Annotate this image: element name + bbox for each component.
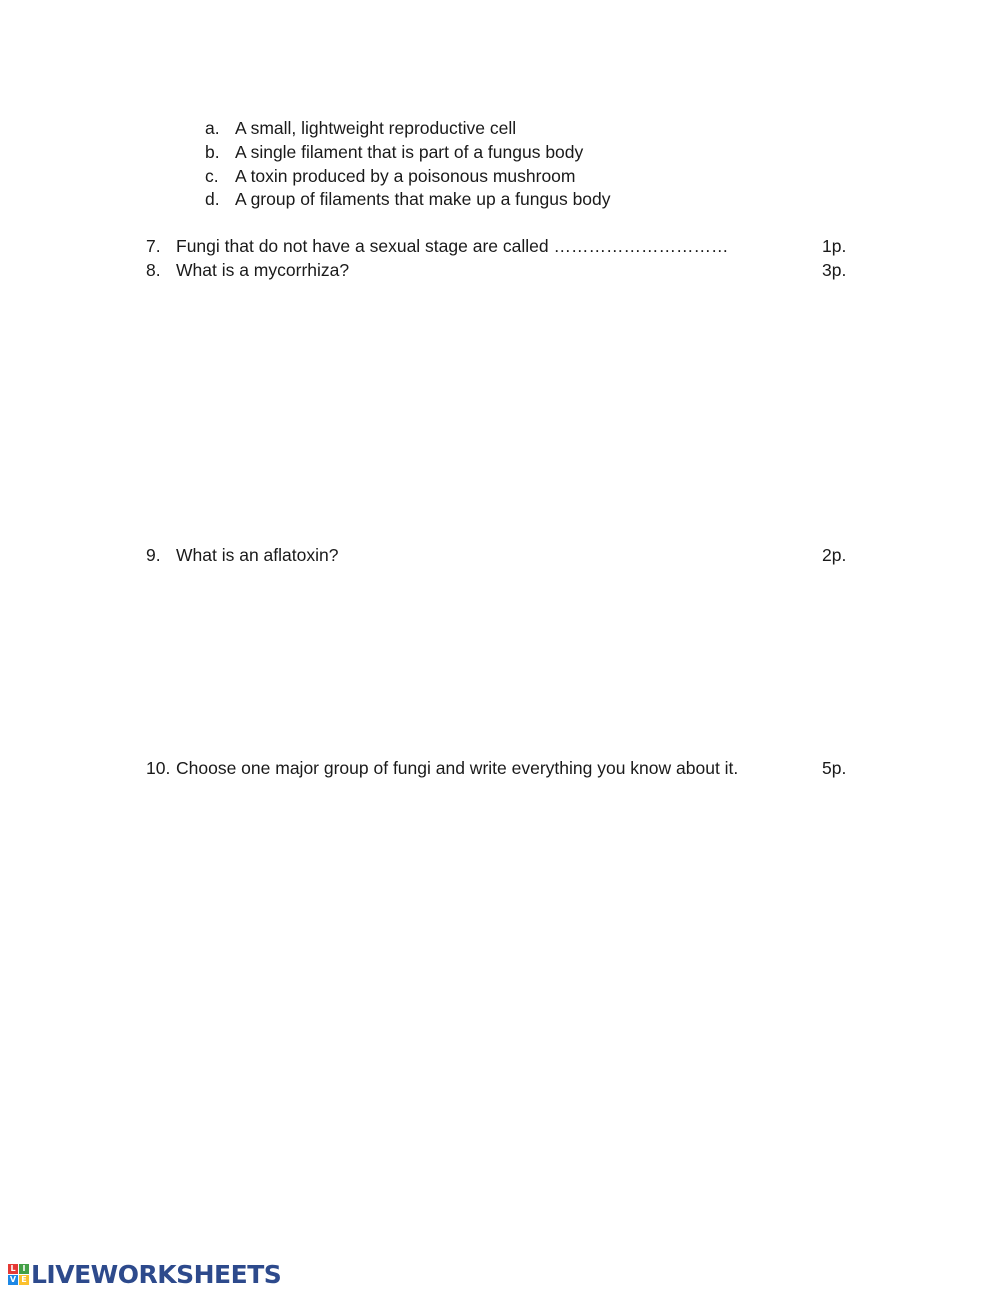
option-text: A small, lightweight reproductive cell [235, 118, 517, 138]
logo-text: LIVEWORKSHEETS [31, 1259, 282, 1289]
option-text: A single filament that is part of a fungus body [235, 142, 584, 162]
question-points: 1p. [822, 236, 847, 256]
option-text: A group of filaments that make up a fungus body [235, 189, 611, 209]
logo-block: I [19, 1264, 29, 1274]
question-number: 10. [146, 758, 171, 778]
option-letter: a. [205, 118, 220, 138]
option-letter: c. [205, 166, 219, 186]
question-number: 7. [146, 236, 161, 256]
question-points: 3p. [822, 260, 847, 280]
question-text: Choose one major group of fungi and write everything you know about it. [176, 758, 739, 778]
logo-block: V [9, 1274, 17, 1284]
question-points: 5p. [822, 758, 847, 778]
question-points: 2p. [822, 545, 847, 565]
option-letter: b. [205, 142, 220, 162]
option-text: A toxin produced by a poisonous mushroom [235, 166, 576, 186]
question-text: What is an aflatoxin? [176, 545, 339, 565]
logo-block: L [8, 1264, 18, 1274]
option-letter: d. [205, 189, 220, 209]
logo-blocks-icon [8, 1264, 29, 1285]
question-number: 8. [146, 260, 161, 280]
liveworksheets-logo [8, 1260, 281, 1288]
question-text: What is a mycorrhiza? [176, 260, 350, 280]
logo-block: E [19, 1275, 29, 1285]
question-text: Fungi that do not have a sexual stage are called ………………………… [176, 236, 729, 256]
question-number: 9. [146, 545, 161, 565]
